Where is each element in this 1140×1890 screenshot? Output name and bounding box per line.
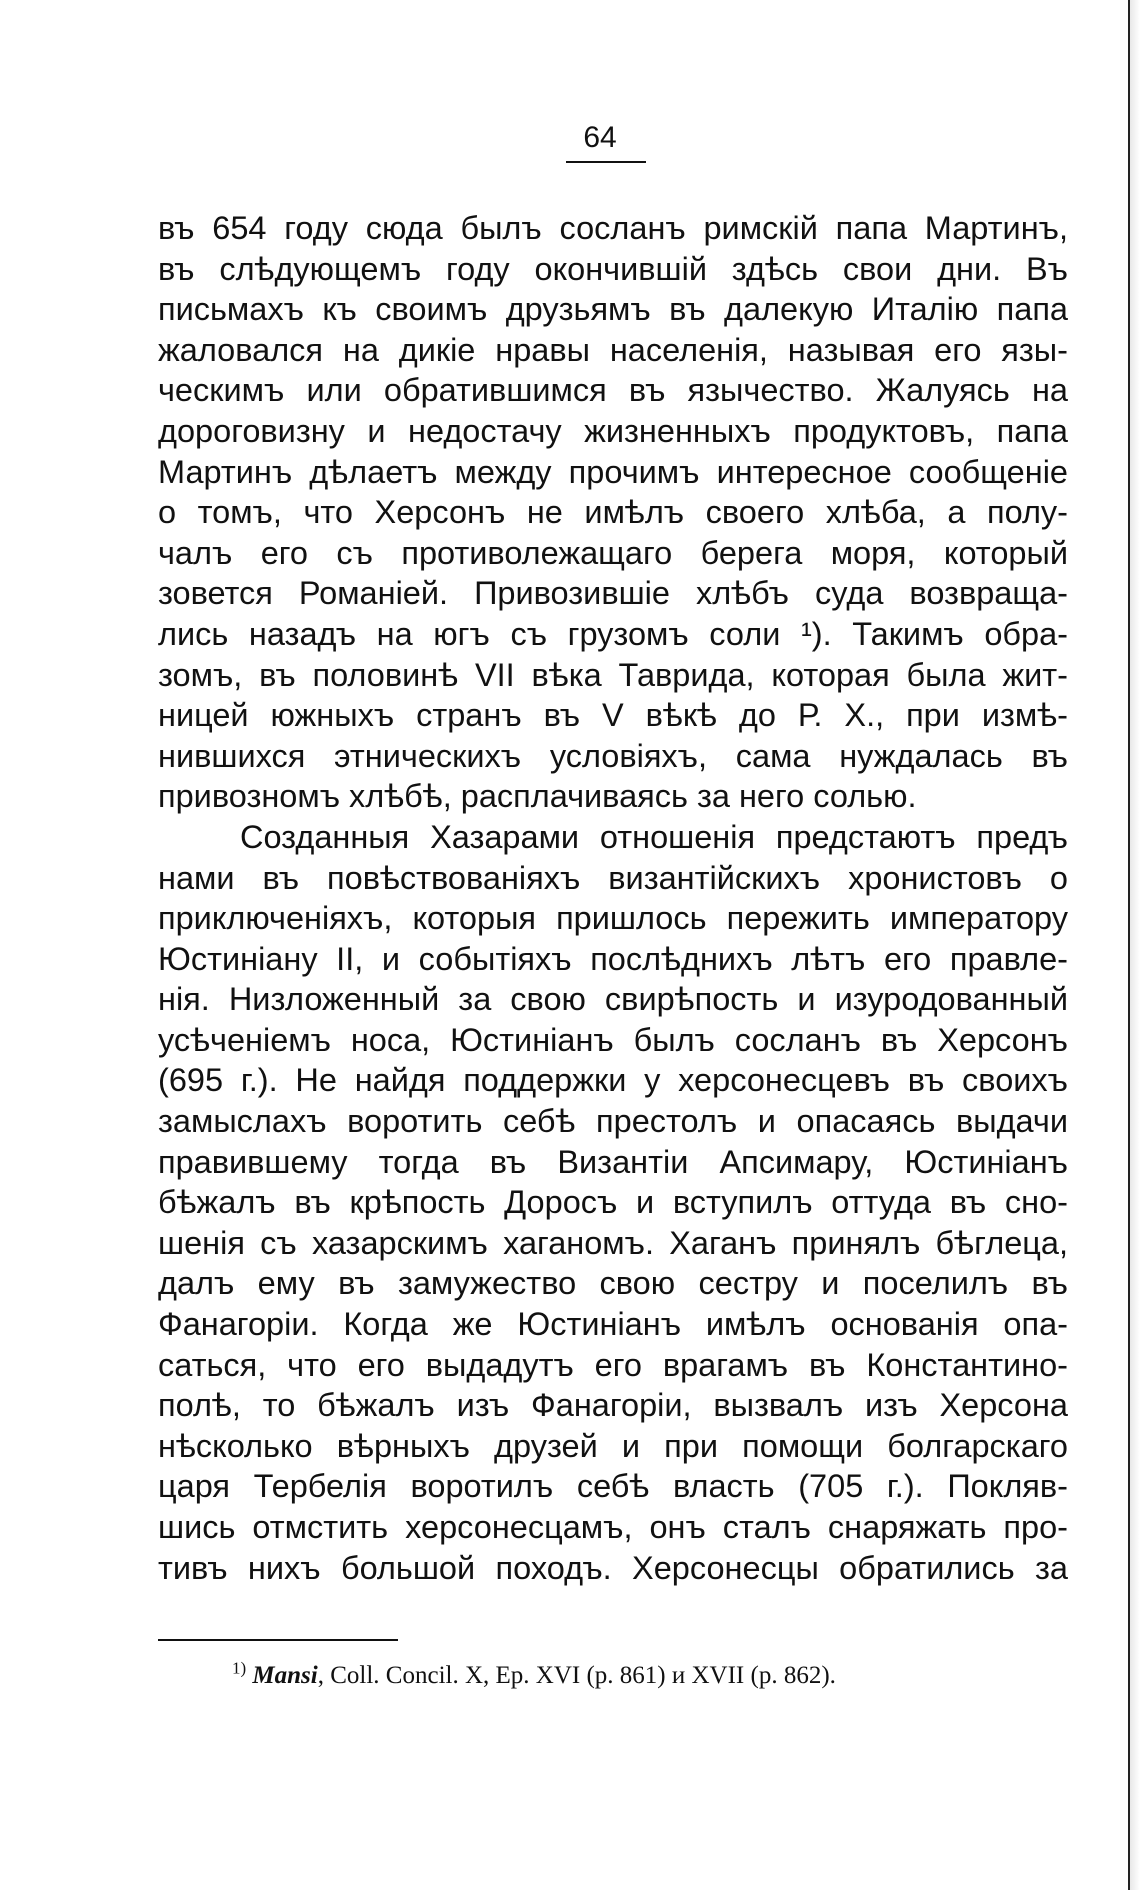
text-line: зовется Романіей. Привозившіе хлѣбъ суда возвраща- bbox=[158, 575, 1068, 612]
text-line: бѣжалъ въ крѣпость Доросъ и вступилъ оттуда въ сно- bbox=[158, 1184, 1068, 1221]
text-line: Юстиніану II, и событіяхъ послѣднихъ лѣтъ его правле- bbox=[158, 940, 1068, 977]
text-line: тивъ нихъ большой походъ. Херсонесцы обратились за bbox=[158, 1549, 1068, 1586]
text-line: зомъ, въ половинѣ VII вѣка Таврида, которая была жит- bbox=[158, 656, 1068, 693]
page-number-rule bbox=[566, 161, 646, 163]
text-line: шись отмстить херсонесцамъ, онъ сталъ снаряжать про- bbox=[158, 1509, 1068, 1545]
footnote-author: Mansi bbox=[252, 1662, 318, 1689]
text-line: нами въ повѣствованіяхъ византійскихъ хронистовъ о bbox=[158, 859, 1068, 896]
text-line: въ слѣдующемъ году окончившій здѣсь свои дни. Въ bbox=[158, 250, 1068, 287]
text-line: письмахъ къ своимъ друзьямъ въ далекую Италію папа bbox=[158, 291, 1068, 328]
text-line: (695 г.). Не найдя поддержки у херсонесцевъ въ своихъ bbox=[158, 1062, 1068, 1099]
text-line: правившему тогда въ Византіи Апсимару, Юстиніанъ bbox=[158, 1143, 1068, 1180]
text-line: Мартинъ дѣлаетъ между прочимъ интересное сообщеніе bbox=[158, 453, 1068, 490]
text-line: саться, что его выдадутъ его врагамъ въ Константино- bbox=[158, 1346, 1068, 1383]
text-line: о томъ, что Херсонъ не имѣлъ своего хлѣба, а полу- bbox=[158, 494, 1068, 531]
text-line: лись назадъ на югъ съ грузомъ соли ¹). Такимъ обра- bbox=[158, 615, 1068, 652]
text-line: жаловался на дикіе нравы населенія, называя его язы- bbox=[158, 331, 1068, 368]
text-line: нія. Низложенный за свою свирѣпость и изуродованный bbox=[158, 981, 1068, 1018]
text-line: замыслахъ воротить себѣ престолъ и опасаясь выдачи bbox=[158, 1103, 1068, 1140]
page-number: 64 bbox=[583, 121, 617, 154]
text-line: ческимъ или обратившимся въ язычество. Жалуясь на bbox=[158, 372, 1068, 409]
footnote-rule bbox=[158, 1639, 398, 1641]
text-line: далъ ему въ замужество свою сестру и поселилъ въ bbox=[158, 1265, 1068, 1302]
text-line: усѣченіемъ носа, Юстиніанъ былъ сосланъ въ Херсонъ bbox=[158, 1021, 1068, 1058]
text-line: ницей южныхъ странъ въ V вѣкѣ до Р. Х., при измѣ- bbox=[158, 697, 1068, 734]
text-line: въ 654 году сюда былъ сосланъ римскій папа Мартинъ, bbox=[158, 210, 1068, 246]
text-line: нѣсколько вѣрныхъ друзей и при помощи болгарскаго bbox=[158, 1427, 1068, 1464]
text-line: привозномъ хлѣбѣ, расплачиваясь за него солью. bbox=[158, 778, 917, 815]
text-line: шенія съ хазарскимъ хаганомъ. Хаганъ принялъ бѣглеца, bbox=[158, 1224, 1068, 1261]
footnote-citation: , Coll. Concil. X, Ep. XVI (p. 861) и XVII (p. 862). bbox=[317, 1662, 836, 1689]
text-line: приключеніяхъ, которыя пришлось пережить императору bbox=[158, 900, 1068, 937]
text-line: Созданныя Хазарами отношенія предстаютъ предъ bbox=[240, 818, 1068, 855]
text-line: дороговизну и недостачу жизненныхъ продуктовъ, папа bbox=[158, 412, 1068, 449]
text-line: нившихся этническихъ условіяхъ, сама нуждалась въ bbox=[158, 737, 1068, 774]
footnote-marker: 1) bbox=[232, 1658, 247, 1678]
text-line: чалъ его съ противолежащаго берега моря, который bbox=[158, 534, 1068, 571]
body-text bbox=[158, 208, 1068, 1588]
text-line: царя Тербелія воротилъ себѣ власть (705 г.). Покляв- bbox=[158, 1468, 1068, 1505]
text-line: полѣ, то бѣжалъ изъ Фанагоріи, вызвалъ изъ Херсона bbox=[158, 1387, 1068, 1424]
page-spine-edge bbox=[1128, 0, 1140, 1890]
text-line: Фанагоріи. Когда же Юстиніанъ имѣлъ основанія опа- bbox=[158, 1306, 1068, 1343]
footnote bbox=[232, 1658, 836, 1694]
